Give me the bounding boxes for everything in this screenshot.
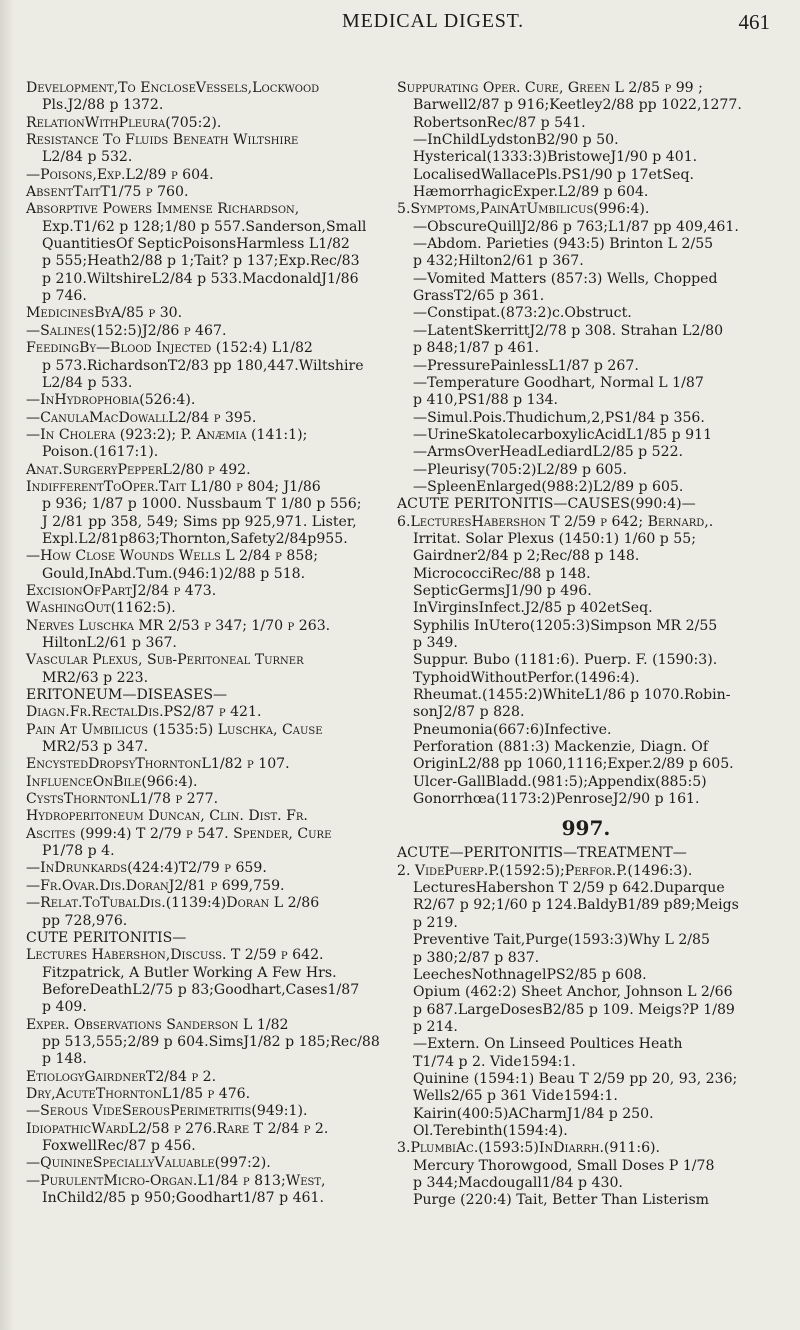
- index-entry-line: ACUTE—PERITONITIS—TREATMENT—: [397, 845, 687, 862]
- index-entry-line: Perforation (881:3) Mackenzie, Diagn. Of: [413, 739, 709, 756]
- page-binding-shadow: [0, 0, 14, 1330]
- index-entry-line: IdiopathicWardL2/58 p 276.Rare T 2/84 p 2.: [26, 1120, 329, 1137]
- index-entry-line: BeforeDeathL2/75 p 83;Goodhart,Cases1/87: [42, 981, 360, 998]
- index-entry-line: p 380;2/87 p 837.: [413, 949, 540, 966]
- index-entry-line: FeedingBy—Blood Injected (152:4) L1/82: [26, 340, 313, 357]
- index-entry-line: Resistance To Fluids Beneath Wiltshire: [26, 132, 299, 149]
- index-entry-line: —Relat.ToTubalDis.(1139:4)Doran L 2/86: [26, 895, 320, 912]
- index-entry-line: Preventive Tait,Purge(1593:3)Why L 2/85: [413, 932, 710, 949]
- index-entry-line: HæmorrhagicExper.L2/89 p 604.: [413, 184, 649, 201]
- index-entry-line: —Constipat.(873:2)c.Obstruct.: [413, 305, 632, 322]
- index-entry-line: MicrococciRec/88 p 148.: [413, 565, 591, 582]
- index-entry-line: QuantitiesOf SepticPoisonsHarmless L1/82: [42, 236, 350, 253]
- index-entry-line: —Abdom. Parieties (943:5) Brinton L 2/55: [413, 236, 714, 253]
- index-entry-line: R2/67 p 92;1/60 p 124.BaldyB1/89 p89;Meigs: [413, 897, 739, 914]
- right-column-top: [397, 80, 775, 808]
- index-entry-line: —QuinineSpeciallyValuable(997:2).: [26, 1155, 271, 1172]
- index-entry-line: Gould,InAbd.Tum.(946:1)2/88 p 518.: [42, 565, 306, 582]
- index-entry-line: GrassT2/65 p 361.: [413, 288, 545, 305]
- index-entry-line: —PressurePainlessL1/87 p 267.: [413, 357, 639, 374]
- index-entry-line: WashingOut(1162:5).: [26, 600, 176, 617]
- index-entry-line: —In Cholera (923:2); P. Anæmia (141:1);: [26, 426, 308, 443]
- index-entry-line: Exper. Observations Sanderson L 1/82: [26, 1016, 289, 1033]
- index-entry-line: —LatentSkerrittJ2/78 p 308. Strahan L2/80: [413, 322, 724, 339]
- index-entry-line: p 210.WiltshireL2/84 p 533.MacdonaldJ1/86: [42, 270, 359, 287]
- index-entry-line: Gonorrhœa(1173:2)PenroseJ2/90 p 161.: [413, 791, 700, 808]
- index-entry-line: CUTE PERITONITIS—: [26, 929, 187, 946]
- index-entry-line: —Temperature Goodhart, Normal L 1/87: [413, 374, 704, 391]
- index-entry-line: p 687.LargeDosesB2/85 p 109. Meigs?P 1/89: [413, 1001, 735, 1018]
- index-entry-line: Suppur. Bubo (1181:6). Puerp. F. (1590:3).: [413, 652, 718, 669]
- index-entry-line: RobertsonRec/87 p 541.: [413, 114, 586, 131]
- index-entry-line: —Salines(152:5)J2/86 p 467.: [26, 322, 227, 339]
- index-entry-line: EtiologyGairdnerT2/84 p 2.: [26, 1068, 217, 1085]
- index-entry-line: p 746.: [42, 288, 87, 305]
- index-entry-line: —How Close Wounds Wells L 2/84 p 858;: [26, 548, 319, 565]
- index-entry-line: —InDrunkards(424:4)T2/79 p 659.: [26, 860, 267, 877]
- index-entry-line: LocalisedWallacePls.PS1/90 p 17etSeq.: [413, 166, 694, 183]
- index-entry-line: Purge (220:4) Tait, Better Than Listerism: [413, 1192, 710, 1209]
- right-column: [397, 80, 775, 1210]
- page-number: 461: [738, 10, 770, 34]
- index-entry-line: —SpleenEnlarged(988:2)L2/89 p 605.: [413, 478, 684, 495]
- index-entry-line: p 409.: [42, 999, 87, 1016]
- index-entry-line: OriginL2/88 pp 1060,1116;Exper.2/89 p 605.: [413, 756, 734, 773]
- index-entry-line: Diagn.Fr.RectalDis.PS2/87 p 421.: [26, 704, 262, 721]
- index-entry-line: P1/78 p 4.: [42, 843, 115, 860]
- index-entry-line: Irritat. Solar Plexus (1450:1) 1/60 p 55;: [413, 530, 696, 547]
- index-entry-line: p 410,PS1/88 p 134.: [413, 392, 559, 409]
- index-entry-line: —InChildLydstonB2/90 p 50.: [413, 132, 619, 149]
- index-entry-line: Exp.T1/62 p 128;1/80 p 557.Sanderson,Small: [42, 218, 367, 235]
- index-entry-line: Pneumonia(667:6)Infective.: [413, 721, 612, 738]
- index-entry-line: IndifferentToOper.Tait L1/80 p 804; J1/86: [26, 478, 321, 495]
- index-entry-line: —PurulentMicro-Organ.L1/84 p 813;West,: [26, 1172, 326, 1189]
- index-entry-line: HiltonL2/61 p 367.: [42, 635, 177, 651]
- index-entry-line: FoxwellRec/87 p 456.: [42, 1137, 196, 1154]
- index-entry-line: RelationWithPleura(705:2).: [26, 114, 222, 131]
- index-entry-line: —UrineSkatolecarboxylicAcidL1/85 p 911: [413, 426, 713, 443]
- index-entry-line: Vascular Plexus, Sub-Peritoneal Turner: [26, 652, 304, 669]
- index-entry-line: Dry,AcuteThorntonL1/85 p 476.: [26, 1085, 251, 1102]
- index-entry-line: p 573.RichardsonT2/83 pp 180,447.Wiltshire: [42, 357, 364, 374]
- index-entry-line: ACUTE PERITONITIS—CAUSES(990:4)—: [397, 496, 696, 513]
- index-entry-line: —Pleurisy(705:2)L2/89 p 605.: [413, 461, 627, 478]
- index-entry-line: T1/74 p 2. Vide1594:1.: [413, 1053, 576, 1070]
- index-entry-line: p 349.: [413, 635, 458, 651]
- index-entry-line: ExcisionOfPartJ2/84 p 473.: [26, 582, 217, 599]
- index-entry-line: MR2/53 p 347.: [42, 739, 149, 756]
- index-entry-line: 3.PlumbiAc.(1593:5)InDiarrh.(911:6).: [397, 1140, 661, 1157]
- index-entry-line: pp 728,976.: [42, 912, 128, 929]
- index-entry-line: TyphoidWithoutPerfor.(1496:4).: [413, 669, 640, 686]
- right-column-bottom: [397, 845, 775, 1209]
- index-entry-line: Quinine (1594:1) Beau T 2/59 pp 20, 93, 236;: [413, 1070, 738, 1087]
- index-entry-line: —InHydrophobia(526:4).: [26, 392, 196, 409]
- index-entry-line: pp 513,555;2/89 p 604.SimsJ1/82 p 185;Rec/88: [42, 1033, 380, 1050]
- index-entry-line: Pls.J2/88 p 1372.: [42, 97, 164, 114]
- index-entry-line: Poison.(1617:1).: [42, 444, 159, 461]
- section-number: 997.: [561, 816, 611, 841]
- index-entry-line: L2/84 p 533.: [42, 374, 133, 391]
- index-entry-line: 5.Symptoms,PainAtUmbilicus(996:4).: [397, 201, 650, 218]
- index-entry-line: Rheumat.(1455:2)WhiteL1/86 p 1070.Robin-: [413, 687, 731, 704]
- index-entry-line: Development,To EncloseVessels,Lockwood: [26, 80, 320, 96]
- index-entry-line: p 214.: [413, 1018, 458, 1035]
- running-title: MEDICAL DIGEST.: [342, 10, 524, 32]
- index-entry-line: Fitzpatrick, A Butler Working A Few Hrs.: [42, 964, 337, 981]
- index-entry-line: MedicinesByA/85 p 30.: [26, 305, 183, 322]
- index-entry-line: Syphilis InUtero(1205:3)Simpson MR 2/55: [413, 617, 718, 634]
- index-entry-line: LeechesNothnagelPS2/85 p 608.: [413, 966, 647, 983]
- index-entry-line: p 555;Heath2/88 p 1;Tait? p 137;Exp.Rec/83: [42, 253, 360, 270]
- index-entry-line: Barwell2/87 p 916;Keetley2/88 pp 1022,1277.: [413, 97, 742, 114]
- index-entry-line: MR2/63 p 223.: [42, 669, 149, 686]
- index-entry-line: Opium (462:2) Sheet Anchor, Johnson L 2/66: [413, 984, 733, 1001]
- index-entry-line: Mercury Thorowgood, Small Doses P 1/78: [413, 1157, 715, 1174]
- index-entry-line: 6.LecturesHabershon T 2/59 p 642; Bernard,.: [397, 513, 714, 530]
- index-entry-line: Nerves Luschka MR 2/53 p 347; 1/70 p 263.: [26, 617, 331, 634]
- index-entry-line: L2/84 p 532.: [42, 149, 133, 166]
- index-entry-line: —Extern. On Linseed Poultices Heath: [413, 1036, 683, 1053]
- index-entry-line: p 148.: [42, 1051, 87, 1068]
- index-entry-line: —Simul.Pois.Thudichum,2,PS1/84 p 356.: [413, 409, 705, 426]
- index-entry-line: Hysterical(1333:3)BristoweJ1/90 p 401.: [413, 149, 698, 166]
- index-entry-line: Ol.Terebinth(1594:4).: [413, 1122, 568, 1139]
- index-entry-line: 2. VidePuerp.P.(1592:5);Perfor.P.(1496:3).: [397, 862, 693, 879]
- index-entry-line: Absorptive Powers Immense Richardson,: [26, 201, 300, 218]
- index-entry-line: InChild2/85 p 950;Goodhart1/87 p 461.: [42, 1190, 324, 1206]
- index-entry-line: SepticGermsJ1/90 p 496.: [413, 582, 592, 599]
- index-entry-line: sonJ2/87 p 828.: [413, 704, 525, 721]
- index-entry-line: Gairdner2/84 p 2;Rec/88 p 148.: [413, 548, 640, 565]
- index-entry-line: LecturesHabershon T 2/59 p 642.Duparque: [413, 880, 725, 897]
- index-entry-line: AbsentTaitT1/75 p 760.: [26, 184, 189, 201]
- index-entry-line: —ObscureQuillJ2/86 p 763;L1/87 pp 409,461.: [413, 218, 739, 235]
- index-entry-line: InVirginsInfect.J2/85 p 402etSeq.: [413, 600, 653, 617]
- index-entry-line: p 432;Hilton2/61 p 367.: [413, 253, 584, 270]
- index-entry-line: CystsThorntonL1/78 p 277.: [26, 791, 219, 808]
- index-entry-line: —Poisons,Exp.L2/89 p 604.: [26, 166, 214, 183]
- index-entry-line: —CanulaMacDowallL2/84 p 395.: [26, 409, 257, 426]
- index-entry-line: Kairin(400:5)ACharmJ1/84 p 250.: [413, 1105, 654, 1122]
- index-entry-line: EncystedDropsyThorntonL1/82 p 107.: [26, 756, 290, 773]
- index-entry-line: ERITONEUM—DISEASES—: [26, 687, 228, 704]
- left-column: [26, 80, 386, 1207]
- index-entry-line: —Serous VideSerousPerimetritis(949:1).: [26, 1103, 308, 1120]
- index-entry-line: Wells2/65 p 361 Vide1594:1.: [413, 1088, 618, 1105]
- index-entry-line: Anat.SurgeryPepperL2/80 p 492.: [26, 461, 251, 478]
- index-entry-line: Ulcer-GallBladd.(981:5);Appendix(885:5): [413, 773, 707, 790]
- index-entry-line: Ascites (999:4) T 2/79 p 547. Spender, Cure: [26, 825, 332, 842]
- index-entry-line: p 848;1/87 p 461.: [413, 340, 540, 357]
- index-entry-line: —ArmsOverHeadLediardL2/85 p 522.: [413, 444, 684, 461]
- index-entry-line: p 936; 1/87 p 1000. Nussbaum T 1/80 p 556;: [42, 496, 362, 513]
- index-entry-line: —Vomited Matters (857:3) Wells, Chopped: [413, 270, 718, 287]
- index-entry-line: —Fr.Ovar.Dis.DoranJ2/81 p 699,759.: [26, 877, 285, 894]
- index-entry-line: Suppurating Oper. Cure, Green L 2/85 p 99 ;: [397, 80, 703, 96]
- index-entry-line: InfluenceOnBile(966:4).: [26, 773, 198, 790]
- index-entry-line: Pain At Umbilicus (1535:5) Luschka, Cause: [26, 721, 323, 738]
- index-entry-line: p 219.: [413, 914, 458, 931]
- index-entry-line: Lectures Habershon,Discuss. T 2/59 p 642.: [26, 947, 324, 964]
- index-entry-line: Expl.L2/81p863;Thornton,Safety2/84p955.: [42, 530, 348, 547]
- index-entry-line: Hydroperitoneum Duncan, Clin. Dist. Fr.: [26, 808, 308, 825]
- index-entry-line: p 344;Macdougall1/84 p 430.: [413, 1174, 623, 1191]
- index-entry-line: J 2/81 pp 358, 549; Sims pp 925,971. Lister,: [42, 513, 357, 530]
